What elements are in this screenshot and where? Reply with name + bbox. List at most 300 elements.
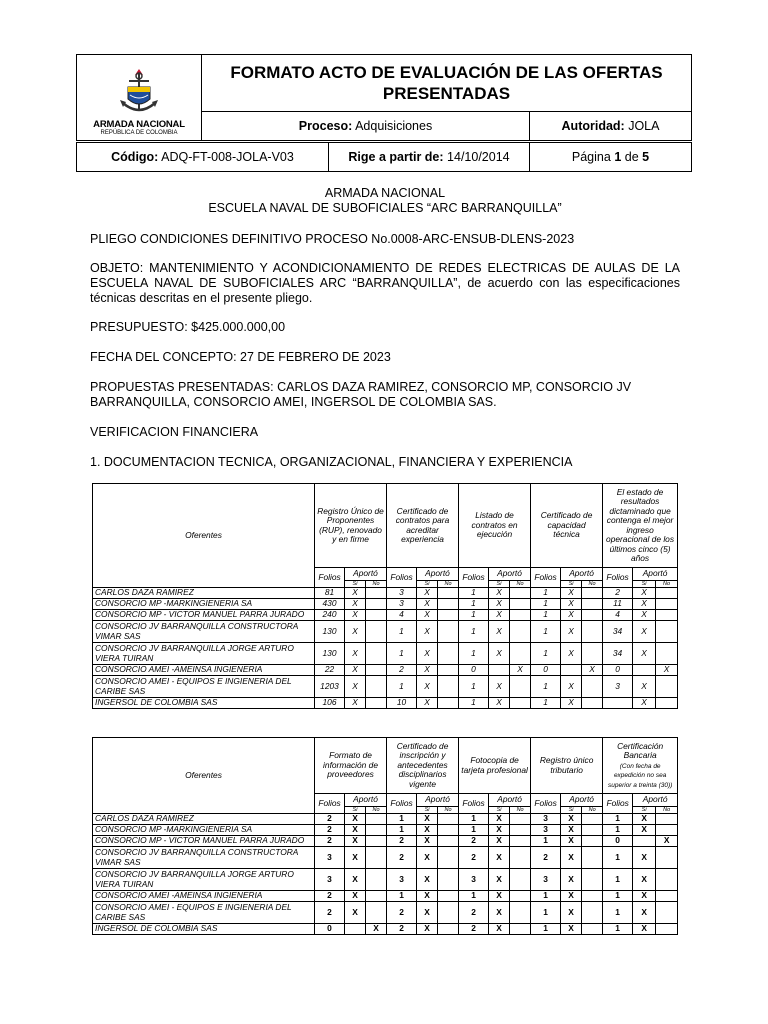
folios-header: Folios bbox=[387, 794, 417, 814]
aporto-cell bbox=[656, 676, 678, 698]
logo-cell bbox=[77, 55, 202, 141]
documentation-table-2 bbox=[92, 737, 678, 935]
folios-cell: 11 bbox=[603, 599, 633, 610]
aporto-cell: X bbox=[417, 588, 438, 599]
table-row bbox=[93, 599, 678, 610]
page-number: 1 bbox=[614, 150, 622, 164]
code-label: Código: bbox=[111, 150, 159, 164]
oferente-name: INGERSOL DE COLOMBIA SAS bbox=[93, 698, 315, 709]
oferente-name: CONSORCIO MP -MARKINGIENERIA SA bbox=[93, 825, 315, 836]
aporto-cell: X bbox=[417, 643, 438, 665]
aporto-cell bbox=[582, 836, 603, 847]
aporto-cell: X bbox=[633, 924, 656, 935]
folios-cell: 2 bbox=[387, 902, 417, 924]
oferentes-header: Oferentes bbox=[93, 738, 315, 814]
folios-cell: 2 bbox=[315, 902, 345, 924]
presupuesto-line: PRESUPUESTO: $425.000.000,00 bbox=[90, 320, 286, 334]
aporto-cell bbox=[366, 665, 387, 676]
org-country: REPÚBLICA DE COLOMBIA bbox=[100, 130, 178, 136]
folios-header: Folios bbox=[387, 568, 417, 588]
folios-cell: 2 bbox=[531, 847, 561, 869]
folios-cell: 3 bbox=[315, 847, 345, 869]
si-header: Si bbox=[489, 807, 510, 814]
aporto-cell bbox=[561, 665, 582, 676]
no-header: No bbox=[438, 581, 459, 588]
folios-cell: 3 bbox=[387, 599, 417, 610]
si-header: Si bbox=[417, 807, 438, 814]
aporto-cell bbox=[582, 676, 603, 698]
folios-cell: 106 bbox=[315, 698, 345, 709]
folios-cell: 1 bbox=[459, 610, 489, 621]
aporto-cell: X bbox=[633, 891, 656, 902]
aporto-cell: X bbox=[561, 891, 582, 902]
aporto-cell: X bbox=[510, 665, 531, 676]
aporto-cell: X bbox=[489, 643, 510, 665]
column-header: Certificado de contratos para acreditar experiencia bbox=[387, 484, 459, 568]
aporto-cell bbox=[656, 610, 678, 621]
si-header: Si bbox=[633, 581, 656, 588]
aporto-cell: X bbox=[561, 621, 582, 643]
oferente-name: CONSORCIO AMEI -AMEINSA INGIENERIA bbox=[93, 891, 315, 902]
aporto-cell: X bbox=[345, 643, 366, 665]
folios-cell: 1 bbox=[459, 588, 489, 599]
aporto-header: Aportó bbox=[489, 794, 531, 807]
folios-cell: 1 bbox=[531, 902, 561, 924]
folios-cell: 1 bbox=[531, 588, 561, 599]
aporto-cell bbox=[510, 676, 531, 698]
aporto-cell bbox=[438, 599, 459, 610]
aporto-cell bbox=[582, 814, 603, 825]
aporto-cell: X bbox=[633, 698, 656, 709]
table-row bbox=[93, 643, 678, 665]
aporto-cell bbox=[510, 814, 531, 825]
code-value: ADQ-FT-008-JOLA-V03 bbox=[161, 150, 294, 164]
aporto-cell bbox=[582, 621, 603, 643]
si-header: Si bbox=[633, 807, 656, 814]
aporto-cell: X bbox=[489, 588, 510, 599]
aporto-cell: X bbox=[561, 825, 582, 836]
oferente-name: CONSORCIO JV BARRANQUILLA JORGE ARTURO VIERA TUIRAN bbox=[93, 869, 315, 891]
aporto-cell bbox=[656, 588, 678, 599]
column-header: Listado de contratos en ejecución bbox=[459, 484, 531, 568]
aporto-cell bbox=[582, 643, 603, 665]
folios-cell: 1 bbox=[459, 825, 489, 836]
folios-cell: 3 bbox=[603, 676, 633, 698]
org-line-2: ESCUELA NAVAL DE SUBOFICIALES “ARC BARRANQUILLA” bbox=[208, 201, 562, 215]
aporto-cell bbox=[438, 902, 459, 924]
table-row bbox=[93, 891, 678, 902]
folios-cell: 240 bbox=[315, 610, 345, 621]
folios-cell: 430 bbox=[315, 599, 345, 610]
aporto-header: Aportó bbox=[489, 568, 531, 581]
aporto-cell bbox=[656, 825, 678, 836]
valid-label: Rige a partir de: bbox=[348, 150, 444, 164]
aporto-cell: X bbox=[489, 836, 510, 847]
aporto-cell bbox=[366, 847, 387, 869]
aporto-cell bbox=[438, 665, 459, 676]
aporto-cell bbox=[656, 891, 678, 902]
table-row bbox=[93, 676, 678, 698]
column-header: Formato de información de proveedores bbox=[315, 738, 387, 794]
aporto-cell bbox=[582, 610, 603, 621]
aporto-cell bbox=[582, 924, 603, 935]
aporto-cell bbox=[510, 825, 531, 836]
aporto-cell bbox=[366, 891, 387, 902]
folios-cell: 2 bbox=[315, 825, 345, 836]
aporto-cell: X bbox=[345, 891, 366, 902]
aporto-cell: X bbox=[417, 665, 438, 676]
aporto-cell: X bbox=[417, 869, 438, 891]
aporto-cell bbox=[582, 588, 603, 599]
aporto-cell: X bbox=[489, 869, 510, 891]
column-header: Registro único tributario bbox=[531, 738, 603, 794]
table-row bbox=[93, 869, 678, 891]
aporto-cell bbox=[510, 902, 531, 924]
folios-cell: 3 bbox=[531, 869, 561, 891]
aporto-cell bbox=[489, 665, 510, 676]
bank-column-title: Certificación Bancaria bbox=[617, 740, 664, 761]
oferente-name: CONSORCIO MP -MARKINGIENERIA SA bbox=[93, 599, 315, 610]
folios-cell: 2 bbox=[387, 665, 417, 676]
folios-cell: 1203 bbox=[315, 676, 345, 698]
aporto-cell: X bbox=[345, 825, 366, 836]
oferente-name: CONSORCIO JV BARRANQUILLA JORGE ARTURO VIERA TUIRAN bbox=[93, 643, 315, 665]
folios-cell: 130 bbox=[315, 621, 345, 643]
column-header: Certificado de capacidad técnica bbox=[531, 484, 603, 568]
aporto-cell bbox=[656, 814, 678, 825]
folios-cell: 1 bbox=[387, 814, 417, 825]
aporto-cell bbox=[656, 924, 678, 935]
oferente-name: CONSORCIO AMEI -AMEINSA INGIENERIA bbox=[93, 665, 315, 676]
aporto-cell bbox=[582, 825, 603, 836]
aporto-cell: X bbox=[489, 676, 510, 698]
aporto-cell bbox=[510, 588, 531, 599]
aporto-header: Aportó bbox=[417, 794, 459, 807]
folios-cell: 1 bbox=[459, 676, 489, 698]
page-of: de bbox=[624, 150, 639, 164]
aporto-cell: X bbox=[561, 869, 582, 891]
aporto-cell bbox=[510, 847, 531, 869]
aporto-cell: X bbox=[366, 924, 387, 935]
objeto-paragraph: OBJETO: MANTENIMIENTO Y ACONDICIONAMIENTO DE REDES ELECTRICAS DE AULAS DE LA ESCUELA NAVAL DE SUBOFICIALES ARC “BARRANQUILLA”, de acuerdo con las especificaciones técnicas descritas en el presente pliego. bbox=[90, 261, 680, 305]
table-row bbox=[93, 902, 678, 924]
aporto-cell: X bbox=[633, 814, 656, 825]
document-title: FORMATO ACTO DE EVALUACIÓN DE LAS OFERTAS PRESENTADAS bbox=[202, 55, 692, 112]
aporto-cell: X bbox=[417, 924, 438, 935]
oferente-name: CONSORCIO JV BARRANQUILLA CONSTRUCTORA VIMAR SAS bbox=[93, 847, 315, 869]
aporto-cell bbox=[438, 621, 459, 643]
si-header: Si bbox=[417, 581, 438, 588]
aporto-cell: X bbox=[417, 902, 438, 924]
aporto-cell: X bbox=[633, 869, 656, 891]
folios-header: Folios bbox=[459, 794, 489, 814]
authority-cell bbox=[530, 112, 692, 141]
aporto-cell bbox=[582, 698, 603, 709]
aporto-cell: X bbox=[489, 825, 510, 836]
no-header: No bbox=[510, 581, 531, 588]
aporto-cell: X bbox=[345, 665, 366, 676]
no-header: No bbox=[438, 807, 459, 814]
aporto-cell: X bbox=[489, 814, 510, 825]
aporto-cell: X bbox=[633, 902, 656, 924]
table-row bbox=[93, 836, 678, 847]
aporto-cell bbox=[366, 676, 387, 698]
aporto-cell: X bbox=[561, 588, 582, 599]
folios-cell: 1 bbox=[459, 643, 489, 665]
si-header: Si bbox=[561, 581, 582, 588]
aporto-cell: X bbox=[417, 621, 438, 643]
column-header bbox=[603, 738, 678, 794]
aporto-cell bbox=[582, 891, 603, 902]
oferente-name: CARLOS DAZA RAMIREZ bbox=[93, 814, 315, 825]
folios-cell: 1 bbox=[387, 891, 417, 902]
aporto-cell bbox=[510, 621, 531, 643]
folios-cell: 2 bbox=[459, 902, 489, 924]
aporto-cell: X bbox=[345, 599, 366, 610]
aporto-cell: X bbox=[417, 676, 438, 698]
aporto-cell: X bbox=[561, 610, 582, 621]
no-header: No bbox=[656, 581, 678, 588]
org-line-1: ARMADA NACIONAL bbox=[324, 186, 446, 200]
aporto-cell: X bbox=[489, 621, 510, 643]
oferente-name: CONSORCIO AMEI - EQUIPOS E INGIENERIA DEL CARIBE SAS bbox=[93, 902, 315, 924]
aporto-cell: X bbox=[561, 902, 582, 924]
folios-cell: 1 bbox=[531, 891, 561, 902]
folios-cell: 2 bbox=[315, 836, 345, 847]
aporto-cell bbox=[345, 924, 366, 935]
aporto-header: Aportó bbox=[417, 568, 459, 581]
aporto-cell: X bbox=[345, 588, 366, 599]
aporto-cell bbox=[582, 599, 603, 610]
aporto-cell: X bbox=[345, 836, 366, 847]
folios-header: Folios bbox=[531, 568, 561, 588]
aporto-cell bbox=[366, 814, 387, 825]
aporto-cell bbox=[633, 836, 656, 847]
fecha-line: FECHA DEL CONCEPTO: 27 DE FEBRERO DE 2023 bbox=[90, 350, 391, 364]
oferente-name: INGERSOL DE COLOMBIA SAS bbox=[93, 924, 315, 935]
aporto-cell bbox=[656, 698, 678, 709]
aporto-header: Aportó bbox=[345, 568, 387, 581]
aporto-cell bbox=[438, 698, 459, 709]
folios-cell: 3 bbox=[531, 814, 561, 825]
aporto-cell: X bbox=[417, 825, 438, 836]
no-header: No bbox=[366, 807, 387, 814]
folios-cell: 1 bbox=[603, 869, 633, 891]
folios-header: Folios bbox=[603, 568, 633, 588]
aporto-cell: X bbox=[633, 621, 656, 643]
folios-cell: 3 bbox=[315, 869, 345, 891]
aporto-cell: X bbox=[633, 825, 656, 836]
navy-emblem-icon bbox=[117, 67, 161, 117]
folios-cell: 1 bbox=[459, 599, 489, 610]
folios-cell: 0 bbox=[603, 665, 633, 676]
code-cell bbox=[77, 143, 329, 172]
aporto-cell bbox=[510, 643, 531, 665]
aporto-header: Aportó bbox=[561, 794, 603, 807]
folios-cell: 1 bbox=[459, 698, 489, 709]
folios-cell: 1 bbox=[459, 891, 489, 902]
aporto-cell bbox=[366, 588, 387, 599]
document-header bbox=[76, 54, 692, 141]
table-body bbox=[93, 814, 678, 935]
aporto-cell bbox=[438, 924, 459, 935]
aporto-cell bbox=[582, 902, 603, 924]
process-label: Proceso: bbox=[298, 119, 353, 133]
aporto-cell: X bbox=[656, 665, 678, 676]
column-header: Fotocopia de tarjeta profesional bbox=[459, 738, 531, 794]
aporto-cell: X bbox=[561, 599, 582, 610]
folios-header: Folios bbox=[315, 794, 345, 814]
bank-column-note: (Con fecha de expedición no sea superior a treinta (30)) bbox=[607, 762, 673, 789]
propuestas-paragraph: PROPUESTAS PRESENTADAS: CARLOS DAZA RAMIREZ, CONSORCIO MP, CONSORCIO JV BARRANQUILLA, CONSORCIO AMEI, INGERSOL DE COLOMBIA SAS. bbox=[90, 380, 632, 409]
aporto-cell: X bbox=[561, 698, 582, 709]
aporto-cell: X bbox=[417, 599, 438, 610]
folios-cell: 0 bbox=[459, 665, 489, 676]
no-header: No bbox=[582, 807, 603, 814]
aporto-cell bbox=[633, 665, 656, 676]
table-row bbox=[93, 610, 678, 621]
aporto-cell bbox=[438, 836, 459, 847]
column-header: Certificado de inscripción y antecedentes disciplinarios vigente bbox=[387, 738, 459, 794]
page-cell bbox=[530, 143, 692, 172]
folios-cell: 3 bbox=[531, 825, 561, 836]
aporto-cell: X bbox=[417, 610, 438, 621]
aporto-cell: X bbox=[561, 676, 582, 698]
folios-cell: 1 bbox=[531, 621, 561, 643]
folios-cell: 0 bbox=[531, 665, 561, 676]
org-heading bbox=[90, 186, 680, 216]
aporto-cell: X bbox=[345, 902, 366, 924]
aporto-cell bbox=[656, 902, 678, 924]
no-header: No bbox=[582, 581, 603, 588]
aporto-cell bbox=[366, 621, 387, 643]
aporto-cell bbox=[366, 869, 387, 891]
folios-cell: 1 bbox=[603, 924, 633, 935]
folios-cell: 3 bbox=[387, 869, 417, 891]
folios-cell: 130 bbox=[315, 643, 345, 665]
aporto-cell: X bbox=[489, 891, 510, 902]
process-cell bbox=[202, 112, 530, 141]
folios-cell: 2 bbox=[459, 847, 489, 869]
aporto-cell: X bbox=[633, 588, 656, 599]
aporto-header: Aportó bbox=[633, 794, 678, 807]
folios-header: Folios bbox=[315, 568, 345, 588]
table-row bbox=[93, 588, 678, 599]
oferente-name: CONSORCIO MP - VICTOR MANUEL PARRA JURADO bbox=[93, 610, 315, 621]
aporto-cell: X bbox=[345, 847, 366, 869]
process-value: Adquisiciones bbox=[355, 119, 433, 133]
aporto-cell bbox=[656, 643, 678, 665]
aporto-cell bbox=[510, 924, 531, 935]
page-prefix: Página bbox=[571, 150, 611, 164]
folios-cell: 1 bbox=[459, 814, 489, 825]
folios-cell: 81 bbox=[315, 588, 345, 599]
si-header: Si bbox=[345, 807, 366, 814]
aporto-cell: X bbox=[582, 665, 603, 676]
aporto-cell bbox=[510, 698, 531, 709]
aporto-cell: X bbox=[633, 643, 656, 665]
document-meta bbox=[76, 142, 692, 172]
aporto-cell bbox=[582, 847, 603, 869]
oferente-name: CONSORCIO JV BARRANQUILLA CONSTRUCTORA VIMAR SAS bbox=[93, 621, 315, 643]
folios-cell: 34 bbox=[603, 643, 633, 665]
aporto-header: Aportó bbox=[345, 794, 387, 807]
aporto-cell bbox=[582, 869, 603, 891]
aporto-header: Aportó bbox=[633, 568, 678, 581]
aporto-cell bbox=[366, 610, 387, 621]
aporto-cell: X bbox=[633, 599, 656, 610]
folios-cell: 1 bbox=[531, 924, 561, 935]
aporto-cell: X bbox=[489, 902, 510, 924]
aporto-cell bbox=[438, 825, 459, 836]
authority-label: Autoridad: bbox=[561, 119, 625, 133]
aporto-cell bbox=[510, 610, 531, 621]
folios-cell: 10 bbox=[387, 698, 417, 709]
aporto-cell: X bbox=[489, 847, 510, 869]
folios-cell: 2 bbox=[459, 836, 489, 847]
folios-cell: 2 bbox=[387, 847, 417, 869]
table-row bbox=[93, 698, 678, 709]
folios-cell: 1 bbox=[603, 847, 633, 869]
folios-cell: 1 bbox=[387, 621, 417, 643]
si-header: Si bbox=[345, 581, 366, 588]
aporto-cell: X bbox=[633, 610, 656, 621]
aporto-cell bbox=[438, 643, 459, 665]
folios-cell: 0 bbox=[603, 836, 633, 847]
aporto-cell: X bbox=[345, 814, 366, 825]
folios-cell: 1 bbox=[603, 891, 633, 902]
aporto-cell: X bbox=[345, 698, 366, 709]
section-1-heading: 1. DOCUMENTACION TECNICA, ORGANIZACIONAL, FINANCIERA Y EXPERIENCIA bbox=[90, 455, 573, 469]
folios-cell: 1 bbox=[531, 610, 561, 621]
folios-header: Folios bbox=[531, 794, 561, 814]
aporto-cell: X bbox=[489, 610, 510, 621]
folios-cell: 1 bbox=[531, 599, 561, 610]
aporto-cell: X bbox=[561, 643, 582, 665]
verificacion-heading: VERIFICACION FINANCIERA bbox=[90, 425, 259, 439]
folios-cell: 3 bbox=[387, 588, 417, 599]
table-body bbox=[93, 588, 678, 709]
org-name: ARMADA NACIONAL bbox=[93, 119, 185, 130]
authority-value: JOLA bbox=[628, 119, 660, 133]
oferente-name: CONSORCIO MP - VICTOR MANUEL PARRA JURADO bbox=[93, 836, 315, 847]
aporto-cell bbox=[366, 902, 387, 924]
aporto-cell bbox=[510, 869, 531, 891]
oferentes-header: Oferentes bbox=[93, 484, 315, 588]
oferente-name: CONSORCIO AMEI - EQUIPOS E INGIENERIA DEL CARIBE SAS bbox=[93, 676, 315, 698]
aporto-cell bbox=[438, 891, 459, 902]
aporto-cell: X bbox=[633, 847, 656, 869]
folios-cell: 1 bbox=[531, 836, 561, 847]
folios-cell: 22 bbox=[315, 665, 345, 676]
folios-header: Folios bbox=[459, 568, 489, 588]
folios-cell: 1 bbox=[531, 676, 561, 698]
folios-cell: 1 bbox=[531, 698, 561, 709]
valid-value: 14/10/2014 bbox=[447, 150, 510, 164]
folios-cell: 0 bbox=[315, 924, 345, 935]
table-row bbox=[93, 825, 678, 836]
aporto-cell bbox=[366, 698, 387, 709]
folios-cell: 4 bbox=[603, 610, 633, 621]
table-row bbox=[93, 665, 678, 676]
aporto-cell bbox=[366, 825, 387, 836]
aporto-cell: X bbox=[345, 676, 366, 698]
aporto-cell bbox=[438, 847, 459, 869]
aporto-cell bbox=[366, 643, 387, 665]
aporto-cell bbox=[438, 676, 459, 698]
folios-cell bbox=[603, 698, 633, 709]
aporto-cell bbox=[510, 599, 531, 610]
